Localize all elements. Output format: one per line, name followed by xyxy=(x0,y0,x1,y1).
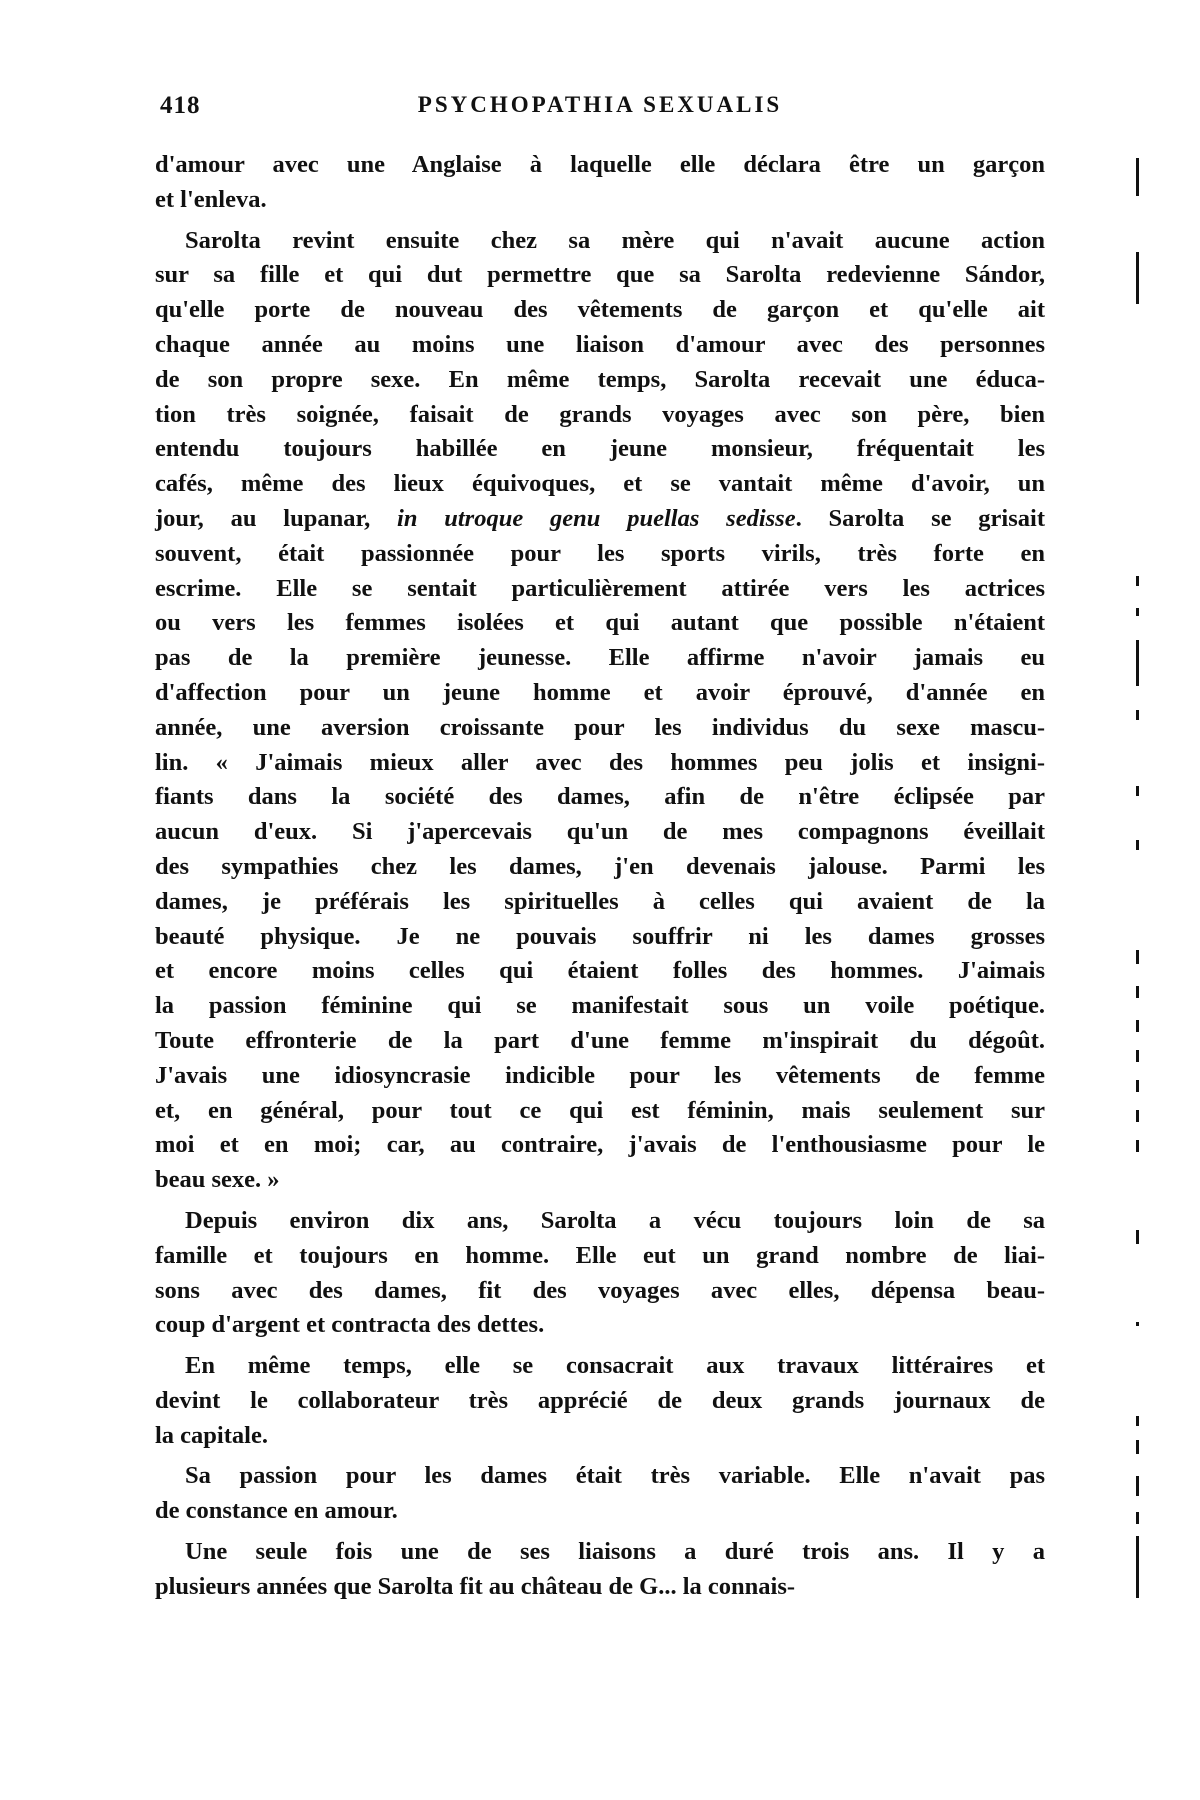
text-line: Sa passion pour les dames était très variable. Elle n'avait pas xyxy=(185,1462,1045,1490)
text-line: beau sexe. » xyxy=(155,1166,280,1194)
text-line: qu'elle porte de nouveau des vêtements de garçon et qu'elle ait xyxy=(155,296,1045,324)
page-number: 418 xyxy=(160,92,201,119)
text-line: et encore moins celles qui étaient folles des hommes. J'aimais xyxy=(155,957,1045,985)
text-line: jour, au lupanar, in utroque genu puellas sedisse. Sarolta se grisait xyxy=(155,504,1045,532)
text-line: et, en général, pour tout ce qui est féminin, mais seulement sur xyxy=(155,1096,1045,1124)
text-line: En même temps, elle se consacrait aux travaux littéraires et xyxy=(185,1352,1045,1380)
text-line: de son propre sexe. En même temps, Sarolta recevait une éduca- xyxy=(155,365,1045,393)
text-line: la capitale. xyxy=(155,1421,268,1449)
text-line: d'amour avec une Anglaise à laquelle elle déclara être un garçon xyxy=(155,151,1045,178)
text-line: fiants dans la société des dames, afin de n'être éclipsée par xyxy=(155,783,1045,811)
text-line: de constance en amour. xyxy=(155,1497,398,1525)
italic-phrase: in utroque genu puellas sedisse xyxy=(397,504,796,532)
text-line: d'affection pour un jeune homme et avoir éprouvé, d'année en xyxy=(155,678,1045,706)
text-line: ou vers les femmes isolées et qui autant que possible n'étaient xyxy=(155,609,1045,637)
text-line: famille et toujours en homme. Elle eut un grand nombre de liai- xyxy=(155,1241,1045,1269)
text-line: J'avais une idiosyncrasie indicible pour les vêtements de femme xyxy=(155,1061,1045,1089)
body-text xyxy=(155,148,1045,1611)
text-line: sur sa fille et qui dut permettre que sa Sarolta redevienne Sándor, xyxy=(155,261,1045,289)
text-line: plusieurs années que Sarolta fit au château de G... la connais- xyxy=(155,1572,796,1600)
text-line: Sarolta revint ensuite chez sa mère qui n'avait aucune action xyxy=(185,226,1045,254)
text-line: cafés, même des lieux équivoques, et se vantait même d'avoir, un xyxy=(155,470,1045,498)
text-line: entendu toujours habillée en jeune monsieur, fréquentait les xyxy=(155,435,1045,463)
margin-scan-marks xyxy=(1128,140,1148,1780)
text-line: Depuis environ dix ans, Sarolta a vécu toujours loin de sa xyxy=(185,1206,1045,1234)
text-line: lin. « J'aimais mieux aller avec des hommes peu jolis et insigni- xyxy=(155,748,1045,776)
text-line: coup d'argent et contracta des dettes. xyxy=(155,1311,545,1339)
running-title: PSYCHOPATHIA SEXUALIS xyxy=(417,92,783,117)
text-line: escrime. Elle se sentait particulièrement attirée vers les actrices xyxy=(155,574,1045,602)
text-line: la passion féminine qui se manifestait sous un voile poétique. xyxy=(155,992,1045,1020)
text-line: tion très soignée, faisait de grands voyages avec son père, bien xyxy=(155,400,1045,428)
text-line: aucun d'eux. Si j'apercevais qu'un de mes compagnons éveillait xyxy=(155,818,1045,846)
paragraph xyxy=(155,1204,1045,1343)
text-line: beauté physique. Je ne pouvais souffrir ni les dames grosses xyxy=(155,922,1045,950)
paragraph xyxy=(155,1349,1045,1453)
page-header xyxy=(160,92,1040,132)
paragraph xyxy=(155,1459,1045,1529)
text-line: et l'enleva. xyxy=(155,185,267,213)
paragraph xyxy=(155,224,1045,1198)
paragraph xyxy=(155,1535,1045,1605)
text-line: dames, je préférais les spirituelles à celles qui avaient de la xyxy=(155,887,1045,915)
text-line: année, une aversion croissante pour les individus du sexe mascu- xyxy=(155,713,1045,741)
text-line: pas de la première jeunesse. Elle affirme n'avoir jamais eu xyxy=(155,644,1045,672)
text-line: chaque année au moins une liaison d'amour avec des personnes xyxy=(155,330,1045,358)
text-line: moi et en moi; car, au contraire, j'avais de l'enthousiasme pour le xyxy=(155,1131,1045,1159)
text-line: souvent, était passionnée pour les sports virils, très forte en xyxy=(155,539,1045,567)
text-line: des sympathies chez les dames, j'en devenais jalouse. Parmi les xyxy=(155,852,1045,880)
text-line: Toute effronterie de la part d'une femme m'inspirait du dégoût. xyxy=(155,1026,1045,1054)
text-line: sons avec des dames, fit des voyages avec elles, dépensa beau- xyxy=(155,1276,1045,1304)
paragraph xyxy=(155,148,1045,218)
text-line: devint le collaborateur très apprécié de deux grands journaux de xyxy=(155,1386,1045,1414)
text-line: Une seule fois une de ses liaisons a duré trois ans. Il y a xyxy=(185,1538,1045,1566)
